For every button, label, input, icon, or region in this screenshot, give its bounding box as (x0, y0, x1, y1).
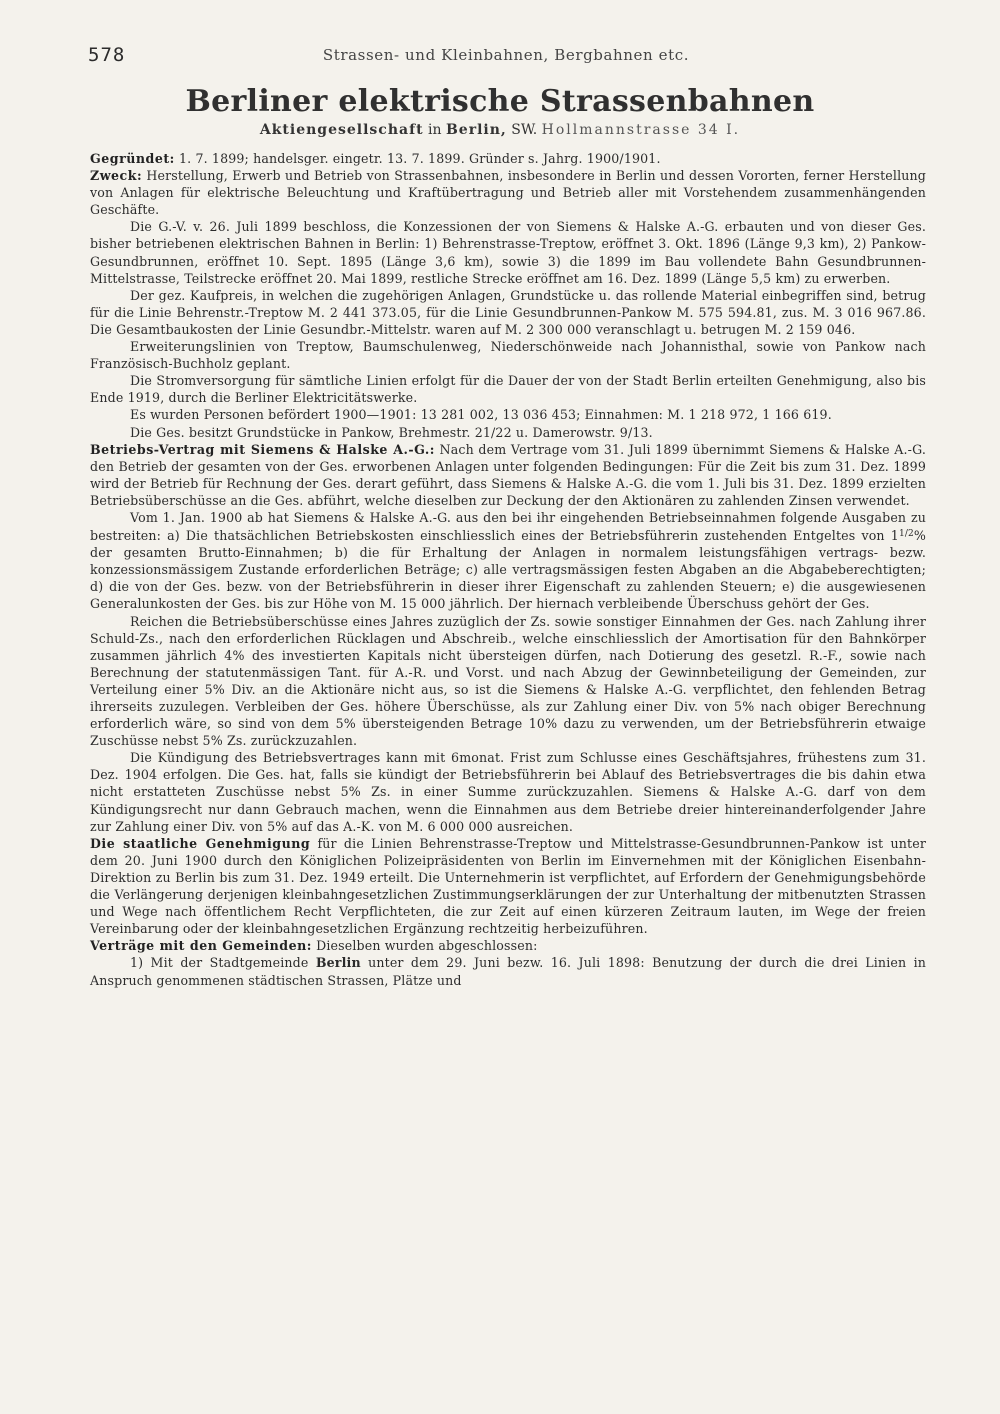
company-in: in (428, 122, 442, 138)
text-item1-b: unter dem 29. Juni bezw. 16. Juli 1898: Benutzung der durch die drei Linien in Anspruch genommenen städtischen Strassen, Plätze und (90, 955, 927, 988)
text-genehmigung: für die Linien Behrenstrasse-Treptow und Mittelstrasse-Gesundbrunnen-Pankow ist unter dem 20. Juni 1900 durch den Königlichen Polizeipräsidenten von Berlin im Einvernehmen mit der Königlichen Eisenbahn-Direktion zu Berlin bis zum 31. Dez. 1949 erteilt. Die Unternehmerin ist verpflichtet, auf Erfordern der Genehmigungsbehörde die Verlängerung derjenigen kleinbahngesetzlichen Zustimmungserklärungen der zur Unterhaltung der mitbenutzten Strassen und Wege nach öffentlichem Recht Verpflichteten, die zur Zeit auf einen kürzeren Zeitraum lauten, im Wege der freien Vereinbarung oder der kleinbahngesetzlichen Ergänzung rechtzeitig herbeizuführen. (90, 835, 926, 937)
text-item1-a: 1) Mit der Stadtgemeinde (130, 955, 309, 971)
percent-sign: % (275, 818, 288, 834)
text-ausgaben-a: Vom 1. Jan. 1900 ab hat Siemens & Halske A.-G. aus den bei ihr eingehenden Betriebseinnahmen folgende Ausgaben zu bestreiten: a) Die thatsächlichen Betriebskosten einschliesslich eines der Betriebsführerin zustehenden Entgeltes von 1 (90, 509, 926, 544)
text-reichen-d: nach obiger Berechnung erforderlich wäre, so sind von dem 5 (90, 699, 926, 732)
text-zweck: Herstellung, Erwerb und Betrieb von Strassenbahnen, insbesondere in Berlin und dessen Vororten, ferner Herstellung von Anlagen für elektrische Beleuchtung und Kraftübertragung und Betrieb aller mit Vorstehendem zusammenhängenden Geschäfte. (90, 168, 926, 218)
paragraph-genehmigung (90, 835, 926, 938)
text-reichen-f: dazu zu verwenden, um der Betriebsführerin etwaige Zuschüsse nebst 5 (90, 716, 926, 749)
text-reichen-e: übersteigenden Betrage 10 (355, 716, 546, 732)
percent-sign: % (343, 716, 356, 732)
paragraph-kaufpreis: Der gez. Kaufpreis, in welchen die zugehörigen Anlagen, Grundstücke u. das rollende Material einbegriffen sind, betrug für die Linie Behrenstr.-Treptow M. 2 441 373.05, für die Linie Gesundbrunnen-Pankow M. 575 594.81, zus. M. 3 016 967.86. Die Gesamtbaukosten der Linie Gesundbr.-Mittelstr. waren auf M. 2 300 000 veranschlagt u. betrugen M. 2 159 046. (90, 287, 926, 337)
text-ausgaben-b: der gesamten Brutto-Einnahmen; b) die für Erhaltung der Anlagen in normalem leistungsfähigen vertrags- bezw. konzessionsmässigem Zustande erforderlichen Beträge; c) alle vertragsmässigen festen Abgaben an die Abgabeberechtigten; d) die von der Ges. bezw. von der Betriebsführerin in dieser ihrer Eigenschaft zu zahlenden Steuern; e) die ausgewiesenen Generalunkosten der Ges. bis zur Höhe von M. 15 000 jährlich. Der hiernach verbleibende Überschuss gehört der Ges. (90, 545, 926, 612)
paragraph-personen: Es wurden Personen befördert 1900—1901: 13 281 002, 13 036 453; Einnahmen: M. 1 218 972, 1 166 619. (130, 407, 832, 423)
fraction-one-half: 1/2 (898, 529, 914, 540)
company-address-sw: SW. (511, 122, 538, 138)
text-reichen-a: Reichen die Betriebsüberschüsse eines Jahres zuzüglich der Zs. sowie sonstiger Einnahmen der Ges. nach Zahlung ihrer Schuld-Zs., nach den erforderlichen Rücklagen und Abschreib., welche einschliesslich der Amortisation für den Bahnkörper zusammen jährlich 4 (90, 613, 926, 663)
article-body (90, 150, 926, 989)
paragraph-stromversorgung: Die Stromversorgung für sämtliche Linien erfolgt für die Dauer der von der Stadt Berlin erteilten Genehmigung, also bis Ende 1919, durch die Berliner Elektricitätswerke. (90, 373, 926, 406)
text-kuendigung-a: Die Kündigung des Betriebsvertrages kann mit 6monat. Frist zum Schlusse eines Geschäftsjahres, frühestens zum 31. Dez. 1904 erfolgen. Die Ges. hat, falls sie kündigt der Betriebsführerin bei Ablauf des Betriebsvertrages die bis dahin etwa nicht erstatteten Zuschüsse nebst 5 (90, 750, 926, 800)
label-genehmigung: Die staatliche Genehmigung (90, 835, 311, 851)
label-betriebsvertrag: Betriebs-Vertrag mit Siemens & Halske A.-G.: (90, 441, 435, 457)
percent-sign: % (210, 733, 223, 749)
percent-sign: % (742, 699, 755, 714)
company-title: Berliner elektrische Strassenbahnen (185, 84, 815, 119)
percent-sign: % (212, 681, 225, 697)
paragraph-reichen (90, 613, 926, 750)
paragraph-betriebsvertrag (90, 441, 926, 509)
text-vertraege: Dieselben wurden abgeschlossen: (316, 938, 538, 954)
running-title: Strassen- und Kleinbahnen, Bergbahnen etc. (322, 46, 690, 64)
paragraph-erweiterung: Erweiterungslinien von Treptow, Baumschulenweg, Niederschönweide nach Johannisthal, sowie von Pankow nach Französisch-Buchholz geplant. (90, 339, 926, 372)
text-kuendigung-c: auf das A.-K. von M. 6 000 000 ausreichen. (287, 818, 574, 834)
page-number: 578 (88, 44, 126, 66)
percent-sign: % (232, 647, 245, 663)
paragraph-ausgaben (90, 509, 926, 613)
text-item1-city: Berlin (315, 955, 361, 971)
label-vertraege: Verträge mit den Gemeinden: (90, 938, 312, 954)
company-city: Berlin, (445, 122, 507, 138)
company-street: Hollmannstrasse 34 I. (541, 122, 741, 138)
paragraph-gegruendet (90, 150, 926, 167)
label-zweck: Zweck: (90, 168, 143, 184)
paragraph-generalversammlung: Die G.-V. v. 26. Juli 1899 beschloss, die Konzessionen der von Siemens & Halske A.-G. erbauten und von dieser Ges. bisher betriebenen elektrischen Bahnen in Berlin: 1) Behrenstrasse-Treptow, eröffnet 3. Okt. 1896 (Länge 9,3 km), 2) Pankow-Gesundbrunnen, eröffnet 10. Sept. 1895 (Länge 3,6 km), sowie 3) die 1899 im Bau vollendete Bahn Gesundbrunnen-Mittelstrasse, Teilstrecke eröffnet 20. Mai 1899, restliche Strecke eröffnet am 16. Dez. 1899 (Länge 5,5 km) zu erwerben. (90, 219, 926, 286)
paragraph-zweck (90, 167, 926, 218)
text-reichen-b: des investierten Kapitals nicht übersteigen dürfen, nach Dotierung des gesetzl. R.-F., sowie nach Berechnung der statutenmässigen Tant. für A.-R. und Vorst. und nach Abzug der Gewinnbeteiligung der Gemeinden, zur Verteilung einer 5 (90, 647, 926, 697)
paragraph-vertraege (90, 937, 926, 954)
percent-sign: % (913, 528, 926, 544)
label-gegruendet: Gegründet: (90, 151, 175, 166)
percent-sign: % (348, 784, 361, 800)
paragraph-kuendigung (90, 749, 926, 834)
text-kuendigung-b: Zs. in einer Summe zurückzuzahlen. Siemens & Halske A.-G. darf von dem Kündigungsrecht nur dann Gebrauch machen, wenn die Einnahmen aus dem Betriebe dreier hintereinanderfolgender Jahre zur Zahlung einer Div. von 5 (90, 784, 926, 834)
company-form: Aktiengesellschaft (259, 122, 424, 138)
text-gegruendet: 1. 7. 1899; handelsger. eingetr. 13. 7. 1899. Gründer s. Jahrg. 1900/1901. (178, 151, 661, 166)
percent-sign: % (545, 716, 558, 732)
text-reichen-g: Zs. zurückzuzahlen. (222, 733, 358, 749)
list-item-1 (90, 954, 926, 988)
text-betriebsvertrag: Nach dem Vertrage vom 31. Juli 1899 übernimmt Siemens & Halske A.-G. den Betrieb der gesamten von der Ges. erworbenen Anlagen unter folgenden Bedingungen: Für die Zeit bis zum 31. Dez. 1899 wird der Betrieb für Rechnung der Ges. derart geführt, dass Siemens & Halske A.-G. die vom 1. Juli bis 31. Dez. 1899 erzielten Betriebsüberschüsse an die Ges. abführt, welche dieselben zur Deckung der den Aktionären zu zahlenden Zinsen verwendet. (90, 441, 926, 508)
paragraph-grundstuecke: Die Ges. besitzt Grundstücke in Pankow, Brehmestr. 21/22 u. Damerowstr. 9/13. (130, 424, 653, 440)
company-subtitle (0, 122, 1000, 138)
running-header (88, 44, 924, 68)
text-reichen-c: Div. an die Aktionäre nicht aus, so ist die Siemens & Halske A.-G. verpflichtet, den fehlenden Betrag ihrerseits zuzulegen. Verbleiben der Ges. höhere Überschüsse, als zur Zahlung einer Div. von 5 (90, 681, 926, 714)
